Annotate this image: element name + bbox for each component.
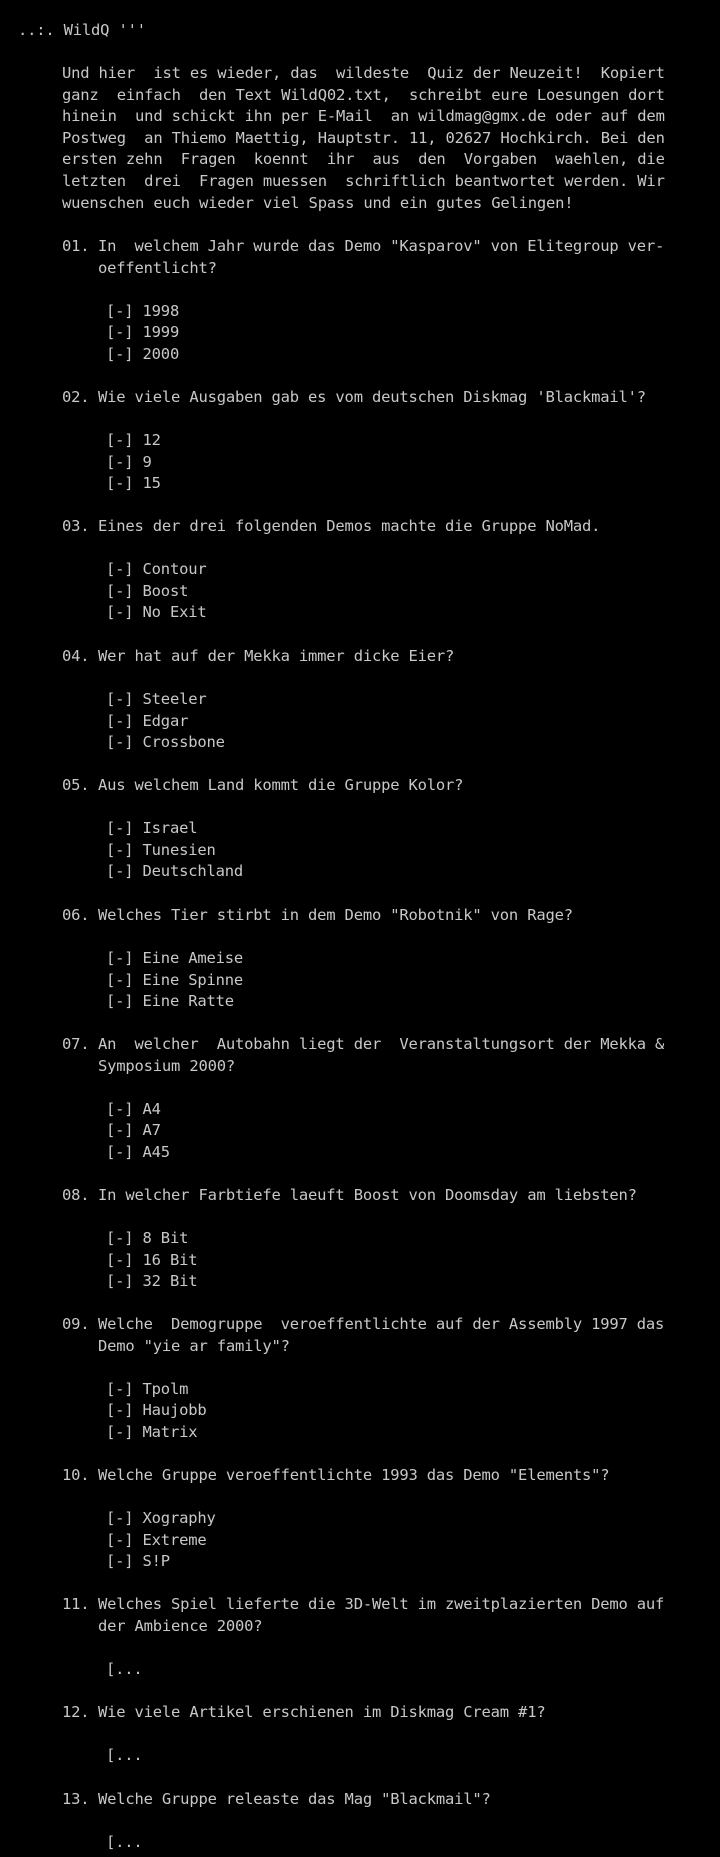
question-text (98, 236, 664, 279)
answer-option[interactable] (106, 452, 161, 474)
answer-option-label: 9 (142, 452, 152, 471)
question-text-line: In welchem Jahr wurde das Demo "Kasparov" von Elitegroup ver- (98, 237, 665, 255)
answer-option-label: Israel (142, 819, 198, 838)
question-text (98, 1034, 664, 1077)
checkbox-marker[interactable]: [-] (106, 452, 134, 471)
answer-option-label: 12 (142, 431, 161, 450)
answer-option-label: 8 Bit (142, 1229, 189, 1248)
question-7 (62, 1034, 664, 1077)
checkbox-marker[interactable]: [-] (106, 970, 134, 989)
question-4 (62, 646, 454, 668)
question-2 (62, 387, 646, 409)
intro-line-2: ganz einfach den Text WildQ02.txt, schreibt eure Loesungen dort (62, 85, 665, 104)
question-text-line: Symposium 2000? (98, 1056, 235, 1075)
checkbox-marker[interactable]: [-] (106, 1099, 134, 1118)
answer-option-label: 1999 (142, 323, 180, 342)
answer-option[interactable] (106, 322, 179, 344)
answer-option[interactable] (106, 1250, 197, 1272)
answer-option-label: Edgar (142, 711, 189, 730)
answer-option[interactable] (106, 581, 206, 603)
question-number: 02. (62, 388, 90, 406)
question-6-options (106, 948, 243, 1013)
question-text-line: Wie viele Artikel erschienen im Diskmag Cream #1? (98, 1703, 546, 1721)
answer-field[interactable]: [... (106, 1746, 143, 1765)
answer-option-label: Eine Ameise (142, 949, 243, 968)
answer-option[interactable] (106, 1099, 170, 1121)
answer-option-label: Contour (142, 560, 207, 579)
answer-option-label: Matrix (142, 1422, 198, 1441)
answer-option-label: A7 (142, 1121, 161, 1140)
checkbox-marker[interactable]: [-] (106, 1401, 134, 1420)
question-number: 07. (62, 1035, 90, 1053)
checkbox-marker[interactable]: [-] (106, 992, 134, 1011)
question-10-options (106, 1508, 216, 1573)
question-number: 01. (62, 237, 90, 255)
question-text-line: Wie viele Ausgaben gab es vom deutschen Diskmag 'Blackmail'? (98, 388, 646, 406)
answer-option-label: 16 Bit (142, 1250, 198, 1269)
question-text-line: oeffentlicht? (98, 258, 217, 277)
question-text-line: der Ambience 2000? (98, 1616, 263, 1635)
answer-option[interactable] (106, 1422, 206, 1444)
question-8 (62, 1185, 637, 1207)
checkbox-marker[interactable]: [-] (106, 1422, 134, 1441)
answer-option[interactable] (106, 840, 243, 862)
document-title: ..:. WildQ ''' (18, 21, 146, 39)
question-9-options (106, 1379, 206, 1444)
answer-option-label: Tunesien (142, 840, 216, 859)
question-text-line: An welcher Autobahn liegt der Veranstaltungsort der Mekka & (98, 1035, 665, 1053)
checkbox-marker[interactable]: [-] (106, 1250, 134, 1269)
question-text (98, 1185, 637, 1207)
question-5-options (106, 818, 243, 883)
checkbox-marker[interactable]: [-] (106, 711, 134, 730)
checkbox-marker[interactable]: [-] (106, 581, 134, 600)
question-text (98, 775, 463, 797)
answer-option[interactable] (106, 1551, 216, 1573)
question-3 (62, 516, 600, 538)
answer-option-label: Tpolm (142, 1379, 189, 1398)
question-text (98, 1314, 664, 1357)
question-number: 05. (62, 776, 90, 794)
answer-option[interactable] (106, 711, 225, 733)
question-text (98, 1465, 609, 1487)
answer-option-label: Steeler (142, 690, 207, 709)
question-3-options (106, 559, 206, 624)
answer-option[interactable] (106, 948, 243, 970)
answer-option[interactable] (106, 602, 206, 624)
answer-option-label: Boost (142, 581, 189, 600)
question-number: 11. (62, 1595, 90, 1613)
question-text (98, 646, 454, 668)
checkbox-marker[interactable]: [-] (106, 474, 134, 493)
question-text (98, 1594, 664, 1637)
answer-option-label: Crossbone (142, 733, 225, 752)
question-text (98, 1789, 491, 1811)
answer-option-label: No Exit (142, 603, 207, 622)
question-8-options (106, 1228, 197, 1293)
question-9 (62, 1314, 664, 1357)
answer-option[interactable] (106, 991, 243, 1013)
checkbox-marker[interactable]: [-] (106, 1229, 134, 1248)
question-number: 09. (62, 1315, 90, 1333)
question-7-options (106, 1099, 170, 1164)
question-text-line: Eines der drei folgenden Demos machte die Gruppe NoMad. (98, 517, 601, 535)
checkbox-marker[interactable]: [-] (106, 690, 134, 709)
checkbox-marker[interactable]: [-] (106, 560, 134, 579)
answer-option-label: Eine Spinne (142, 970, 243, 989)
question-2-options (106, 430, 161, 495)
answer-option-label: A45 (142, 1142, 170, 1161)
answer-option[interactable] (106, 970, 243, 992)
question-10 (62, 1465, 609, 1487)
checkbox-marker[interactable]: [-] (106, 323, 134, 342)
checkbox-marker[interactable]: [-] (106, 344, 134, 363)
intro-line-5: ersten zehn Fragen koennt ihr aus den Vorgaben waehlen, die (62, 150, 665, 169)
question-text (98, 905, 573, 927)
checkbox-marker[interactable]: [-] (106, 1272, 134, 1291)
intro-line-3: hinein und schickt ihn per E-Mail an wildmag@gmx.de oder auf dem (62, 107, 665, 126)
answer-option[interactable] (106, 344, 179, 366)
question-text (98, 516, 600, 538)
answer-option[interactable] (106, 473, 161, 495)
answer-option-label: 2000 (142, 344, 180, 363)
answer-option[interactable] (106, 1508, 216, 1530)
answer-option-label: Extreme (142, 1530, 207, 1549)
answer-option-label: A4 (142, 1099, 161, 1118)
question-1 (62, 236, 664, 279)
question-text (98, 387, 646, 409)
question-12 (62, 1702, 545, 1724)
answer-option[interactable] (106, 732, 225, 754)
answer-option-label: Xography (142, 1509, 216, 1528)
question-5 (62, 775, 463, 797)
checkbox-marker[interactable]: [-] (106, 949, 134, 968)
checkbox-marker[interactable]: [-] (106, 862, 134, 881)
question-number: 06. (62, 906, 90, 924)
intro-line-4: Postweg an Thiemo Maettig, Hauptstr. 11, 02627 Hochkirch. Bei den (62, 128, 665, 147)
answer-option[interactable] (106, 301, 179, 323)
checkbox-marker[interactable]: [-] (106, 1379, 134, 1398)
question-number: 04. (62, 647, 90, 665)
question-text-line: Welches Tier stirbt in dem Demo "Robotnik" von Rage? (98, 906, 573, 924)
answer-option[interactable] (106, 689, 225, 711)
question-text-line: Aus welchem Land kommt die Gruppe Kolor? (98, 776, 464, 794)
answer-option-label: Deutschland (142, 862, 243, 881)
checkbox-marker[interactable]: [-] (106, 733, 134, 752)
answer-option[interactable] (106, 1228, 197, 1250)
answer-option[interactable] (106, 1530, 216, 1552)
answer-option[interactable] (106, 559, 206, 581)
question-number: 13. (62, 1790, 90, 1808)
answer-option-label: Eine Ratte (142, 992, 234, 1011)
question-number: 03. (62, 517, 90, 535)
answer-option[interactable] (106, 1142, 170, 1164)
answer-option[interactable] (106, 1400, 206, 1422)
checkbox-marker[interactable]: [-] (106, 1121, 134, 1140)
answer-field[interactable]: [... (106, 1833, 143, 1852)
question-number: 10. (62, 1466, 90, 1484)
answer-option-label: 32 Bit (142, 1272, 198, 1291)
intro-line-7: wuenschen euch wieder viel Spass und ein gutes Gelingen! (62, 193, 574, 212)
question-number: 08. (62, 1186, 90, 1204)
question-number: 12. (62, 1703, 90, 1721)
intro-line-6: letzten drei Fragen muessen schriftlich beantwortet werden. Wir (62, 172, 665, 190)
checkbox-marker[interactable]: [-] (106, 840, 134, 859)
question-text-line: Welche Demogruppe veroeffentlichte auf der Assembly 1997 das (98, 1315, 665, 1333)
answer-option-label: 1998 (142, 301, 180, 320)
answer-field[interactable]: [... (106, 1659, 143, 1678)
checkbox-marker[interactable]: [-] (106, 1530, 134, 1549)
checkbox-marker[interactable]: [-] (106, 301, 134, 320)
answer-option-label: Haujobb (142, 1401, 207, 1420)
question-text-line: Welches Spiel lieferte die 3D-Welt im zweitplazierten Demo auf (98, 1595, 665, 1613)
answer-option[interactable] (106, 1379, 206, 1401)
answer-option[interactable] (106, 1120, 170, 1142)
answer-option[interactable] (106, 861, 243, 883)
answer-option[interactable] (106, 1271, 197, 1293)
question-text-line: Demo "yie ar family"? (98, 1336, 290, 1355)
intro-line-1: Und hier ist es wieder, das wildeste Quiz der Neuzeit! Kopiert (62, 64, 665, 82)
question-text-line: In welcher Farbtiefe laeuft Boost von Doomsday am liebsten? (98, 1186, 637, 1204)
answer-option[interactable] (106, 430, 161, 452)
question-4-options (106, 689, 225, 754)
question-text-line: Welche Gruppe veroeffentlichte 1993 das Demo "Elements"? (98, 1466, 610, 1484)
answer-option-label: S!P (142, 1552, 170, 1571)
question-text (98, 1702, 545, 1724)
checkbox-marker[interactable]: [-] (106, 1509, 134, 1528)
question-6 (62, 905, 573, 927)
checkbox-marker[interactable]: [-] (106, 603, 134, 622)
question-text-line: Wer hat auf der Mekka immer dicke Eier? (98, 647, 455, 665)
checkbox-marker[interactable]: [-] (106, 819, 134, 838)
question-13 (62, 1789, 491, 1811)
checkbox-marker[interactable]: [-] (106, 1142, 134, 1161)
checkbox-marker[interactable]: [-] (106, 1552, 134, 1571)
question-11 (62, 1594, 664, 1637)
checkbox-marker[interactable]: [-] (106, 431, 134, 450)
question-text-line: Welche Gruppe releaste das Mag "Blackmail"? (98, 1790, 491, 1808)
answer-option-label: 15 (142, 474, 161, 493)
answer-option[interactable] (106, 818, 243, 840)
question-1-options (106, 301, 179, 366)
